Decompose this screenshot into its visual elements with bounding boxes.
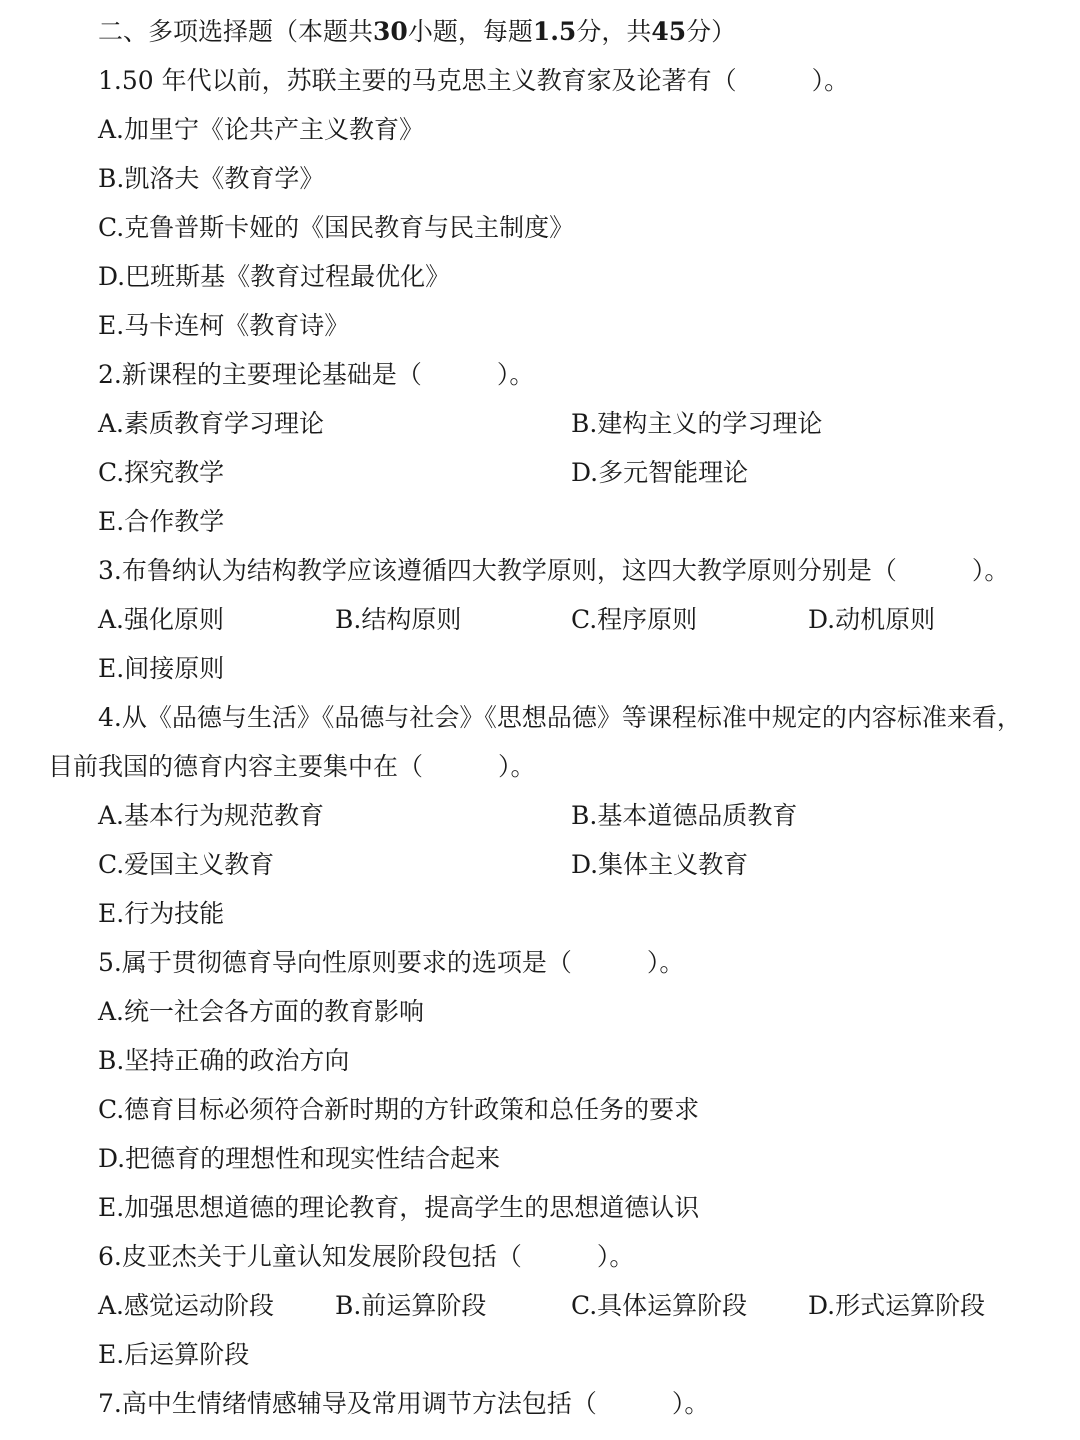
question-4-option-d: D.集体主义教育 [571, 850, 749, 879]
question-2-option-d: D.多元智能理论 [571, 458, 749, 487]
question-6-option-e: E.后运算阶段 [98, 1340, 250, 1369]
question-3-option-c: C.程序原则 [571, 605, 698, 634]
question-4-option-a: A.基本行为规范教育 [98, 801, 325, 830]
section-title [98, 16, 736, 48]
question-5-option-c: C.德育目标必须符合新时期的方针政策和总任务的要求 [98, 1095, 700, 1124]
question-3-option-e: E.间接原则 [98, 654, 225, 683]
question-5-option-e: E.加强思想道德的理论教育，提高学生的思想道德认识 [98, 1193, 700, 1222]
question-2-option-b: B.建构主义的学习理论 [571, 409, 823, 438]
question-2-option-c: C.探究教学 [98, 458, 225, 487]
section-title-prefix: 二、多项选择题（本题共 [98, 17, 374, 46]
question-3-option-b: B.结构原则 [335, 605, 462, 634]
question-2-option-e: E.合作教学 [98, 507, 225, 536]
question-2-option-a: A.素质教育学习理论 [98, 409, 325, 438]
question-5-option-a: A.统一社会各方面的教育影响 [98, 997, 425, 1026]
question-6-option-c: C.具体运算阶段 [571, 1291, 748, 1320]
question-6-stem: 6.皮亚杰关于儿童认知发展阶段包括（ ）。 [98, 1242, 635, 1271]
total-score: 45 [651, 17, 687, 46]
question-6-option-b: B.前运算阶段 [335, 1291, 487, 1320]
question-1-option-a: A.加里宁《论共产主义教育》 [98, 115, 425, 144]
question-1-stem: 1.50 年代以前，苏联主要的马克思主义教育家及论著有（ ）。 [98, 66, 850, 95]
score-each: 1.5 [532, 17, 577, 46]
question-7-stem: 7.高中生情绪情感辅导及常用调节方法包括（ ）。 [98, 1389, 710, 1418]
question-4-option-e: E.行为技能 [98, 899, 225, 928]
question-6-option-a: A.感觉运动阶段 [98, 1291, 275, 1320]
question-3-option-d: D.动机原则 [808, 605, 936, 634]
question-1-option-d: D.巴班斯基《教育过程最优化》 [98, 262, 451, 291]
question-5-option-b: B.坚持正确的政治方向 [98, 1046, 350, 1075]
question-4-option-c: C.爱国主义教育 [98, 850, 275, 879]
question-4-option-b: B.基本道德品质教育 [571, 801, 798, 830]
section-title-mid2: 分，共 [576, 17, 652, 46]
question-4-stem-line2: 目前我国的德育内容主要集中在（ ）。 [48, 752, 536, 781]
section-title-suffix: 分） [686, 17, 737, 46]
question-1-option-e: E.马卡连柯《教育诗》 [98, 311, 350, 340]
question-count: 30 [373, 17, 408, 46]
section-title-mid1: 小题，每题 [407, 17, 533, 46]
question-1-option-c: C.克鲁普斯卡娅的《国民教育与民主制度》 [98, 213, 575, 242]
question-4-stem-line1: 4.从《品德与生活》《品德与社会》《思想品德》等课程标准中规定的内容标准来看， [98, 703, 1022, 732]
question-2-stem: 2.新课程的主要理论基础是（ ）。 [98, 360, 535, 389]
question-5-option-d: D.把德育的理想性和现实性结合起来 [98, 1144, 501, 1173]
question-3-stem: 3.布鲁纳认为结构教学应该遵循四大教学原则，这四大教学原则分别是（ ）。 [98, 556, 1010, 585]
question-3-option-a: A.强化原则 [98, 605, 225, 634]
question-5-stem: 5.属于贯彻德育导向性原则要求的选项是（ ）。 [98, 948, 685, 977]
question-6-option-d: D.形式运算阶段 [808, 1291, 986, 1320]
question-1-option-b: B.凯洛夫《教育学》 [98, 164, 325, 193]
